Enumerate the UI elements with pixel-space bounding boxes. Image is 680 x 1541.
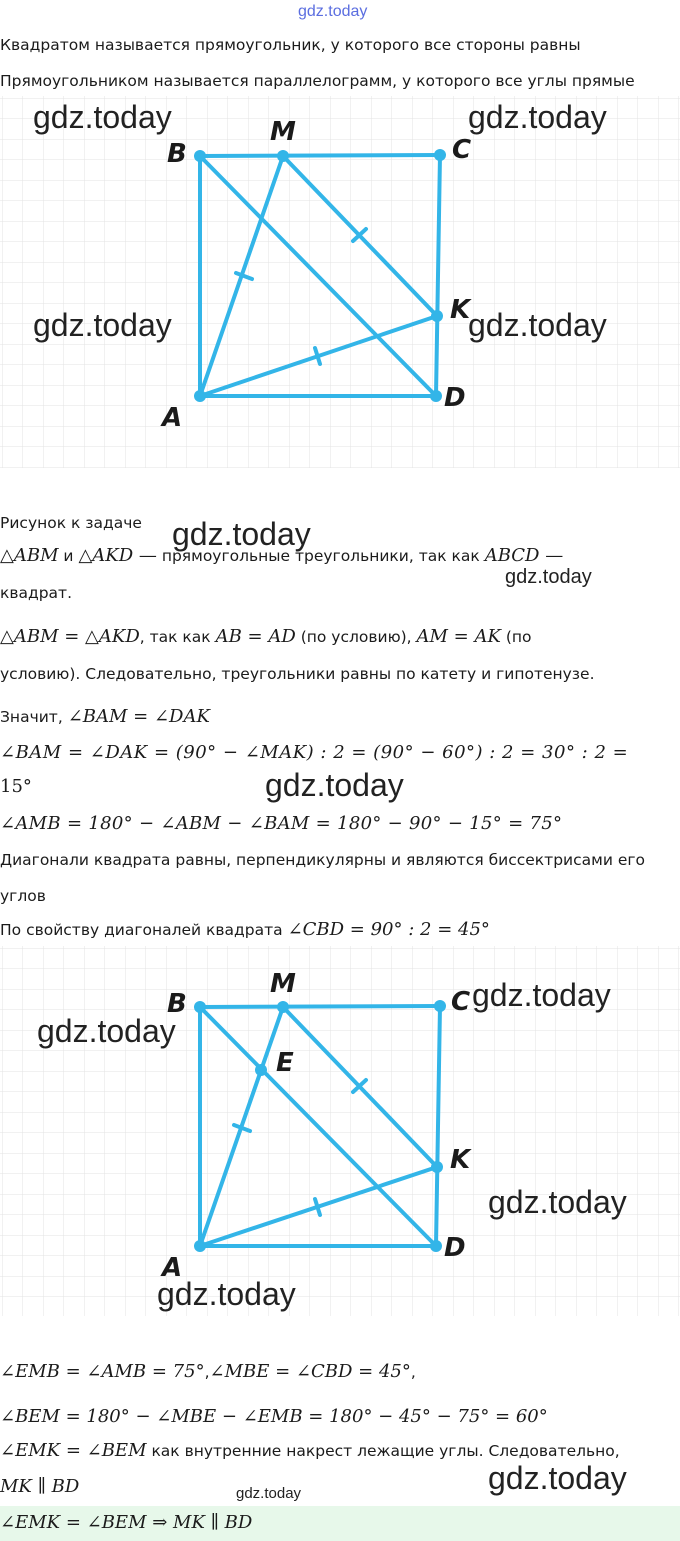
grid-background (0, 96, 680, 468)
math-bem: ∠BEM = 180° − ∠MBE − ∠EMB = 180° − 45° − 75° = 60° (0, 1406, 548, 1427)
step-7-text: По свойству диагоналей квадрата (0, 921, 288, 939)
label-e: E (276, 1048, 294, 1078)
conclusion (0, 1512, 252, 1534)
label-k: K (450, 295, 471, 325)
label-m: M (270, 117, 296, 147)
watermark: gdz.today (265, 767, 404, 803)
watermark: gdz.today (33, 99, 172, 135)
step-1-text: прямоугольные треугольники, так как (156, 547, 485, 565)
watermark: gdz.today (172, 516, 311, 552)
watermark: gdz.today (468, 307, 607, 343)
label-a: A (162, 1253, 183, 1283)
math-cbd: ∠CBD = 90° : 2 = 45° (287, 919, 490, 940)
step-1 (0, 545, 563, 567)
figure-caption: Рисунок к задаче (0, 514, 142, 532)
step-5 (0, 813, 562, 835)
step-10-text: как внутренние накрест лежащие углы. Следовательно, (146, 1442, 620, 1460)
watermark: gdz.today (157, 1276, 296, 1312)
watermark: gdz.today (33, 307, 172, 343)
point-d (430, 390, 442, 402)
watermark: gdz.today (236, 1485, 302, 1502)
step-10-cont (0, 1476, 79, 1498)
watermark: gdz.today (468, 99, 607, 135)
point-k (431, 310, 443, 322)
watermark: gdz.today (488, 1460, 627, 1496)
math-am-ak: AM = AK (416, 626, 501, 647)
label-d: D (444, 1233, 466, 1263)
point-b (194, 150, 206, 162)
step-10 (0, 1440, 620, 1462)
point-b (194, 1001, 206, 1013)
step-2 (0, 626, 532, 648)
step-2-text-a: , так как (139, 628, 216, 646)
math-15: 15° (0, 776, 32, 797)
math-emb: ∠EMB = ∠AMB = 75° (0, 1361, 205, 1382)
label-c: C (451, 987, 471, 1017)
side-bc (200, 1006, 440, 1007)
watermark: gdz.today (505, 566, 592, 588)
watermark: gdz.today (488, 1184, 627, 1220)
math-conclusion: ∠EMK = ∠BEM ⇒ MK ∥ BD (0, 1512, 253, 1533)
point-d (430, 1240, 442, 1252)
figure-1-drawing (0, 96, 680, 468)
watermark: gdz.today (472, 977, 611, 1013)
point-e (255, 1064, 267, 1076)
math-eq: △ABM = △AKD (0, 626, 140, 647)
step-6: Диагонали квадрата равны, перпендикулярны и являются биссектрисами его (0, 851, 645, 869)
math-mbe: ∠MBE = ∠CBD = 45° (209, 1361, 411, 1382)
figure-1 (0, 96, 680, 468)
step-8 (0, 1361, 416, 1383)
point-c (434, 149, 446, 161)
point-a (194, 1240, 206, 1252)
step-2-text-b: (по условию), (295, 628, 417, 646)
definition-rectangle: Прямоугольником называется параллелограмм, у которого все углы прямые (0, 72, 635, 90)
point-k (431, 1161, 443, 1173)
sep: , (204, 1363, 210, 1381)
side-bc (200, 155, 440, 156)
step-9 (0, 1406, 548, 1428)
step-3-text: Значит, (0, 708, 68, 726)
label-a: A (162, 403, 183, 433)
definition-square: Квадратом называется прямоугольник, у которого все стороны равны (0, 36, 581, 54)
watermark: gdz.today (37, 1013, 176, 1049)
step-3 (0, 706, 210, 728)
label-k: K (450, 1145, 471, 1175)
point-m (277, 1001, 289, 1013)
step-7 (0, 919, 490, 941)
math-amb: ∠AMB = 180° − ∠ABM − ∠BAM = 180° − 90° − 15° = 75° (0, 813, 563, 834)
point-a (194, 390, 206, 402)
sep: , (410, 1363, 416, 1381)
point-m (277, 150, 289, 162)
label-b: B (167, 989, 187, 1019)
math-mk-bd: MK ∥ BD (0, 1476, 80, 1497)
label-b: B (167, 139, 187, 169)
step-4-cont (0, 776, 32, 798)
label-m: M (270, 969, 296, 999)
watermark: gdz.today (298, 3, 368, 20)
conj: и (58, 547, 79, 565)
math-emk-bem: ∠EMK = ∠BEM (0, 1440, 147, 1461)
math-angle-calc: ∠BAM = ∠DAK = (90° − ∠MAK) : 2 = (90° − 60°) : 2 = 30° : 2 = (0, 742, 629, 763)
math-abm: △ABM (0, 545, 59, 566)
math-akd: △AKD (78, 545, 134, 566)
step-1-cont: квадрат. (0, 584, 73, 602)
math-bam-dak: ∠BAM = ∠DAK (67, 706, 210, 727)
point-c (434, 1000, 446, 1012)
step-2-text-c: (по (500, 628, 532, 646)
label-c: C (452, 135, 472, 165)
math-ab-ad: AB = AD (215, 626, 296, 647)
dash: — (133, 545, 157, 566)
step-4 (0, 742, 628, 764)
math-abcd: ABCD (484, 545, 540, 566)
label-d: D (444, 383, 466, 413)
dash: — (539, 545, 564, 566)
step-6-cont: углов (0, 887, 46, 905)
step-2-cont: условию). Следовательно, треугольники равны по катету и гипотенузе. (0, 665, 595, 683)
